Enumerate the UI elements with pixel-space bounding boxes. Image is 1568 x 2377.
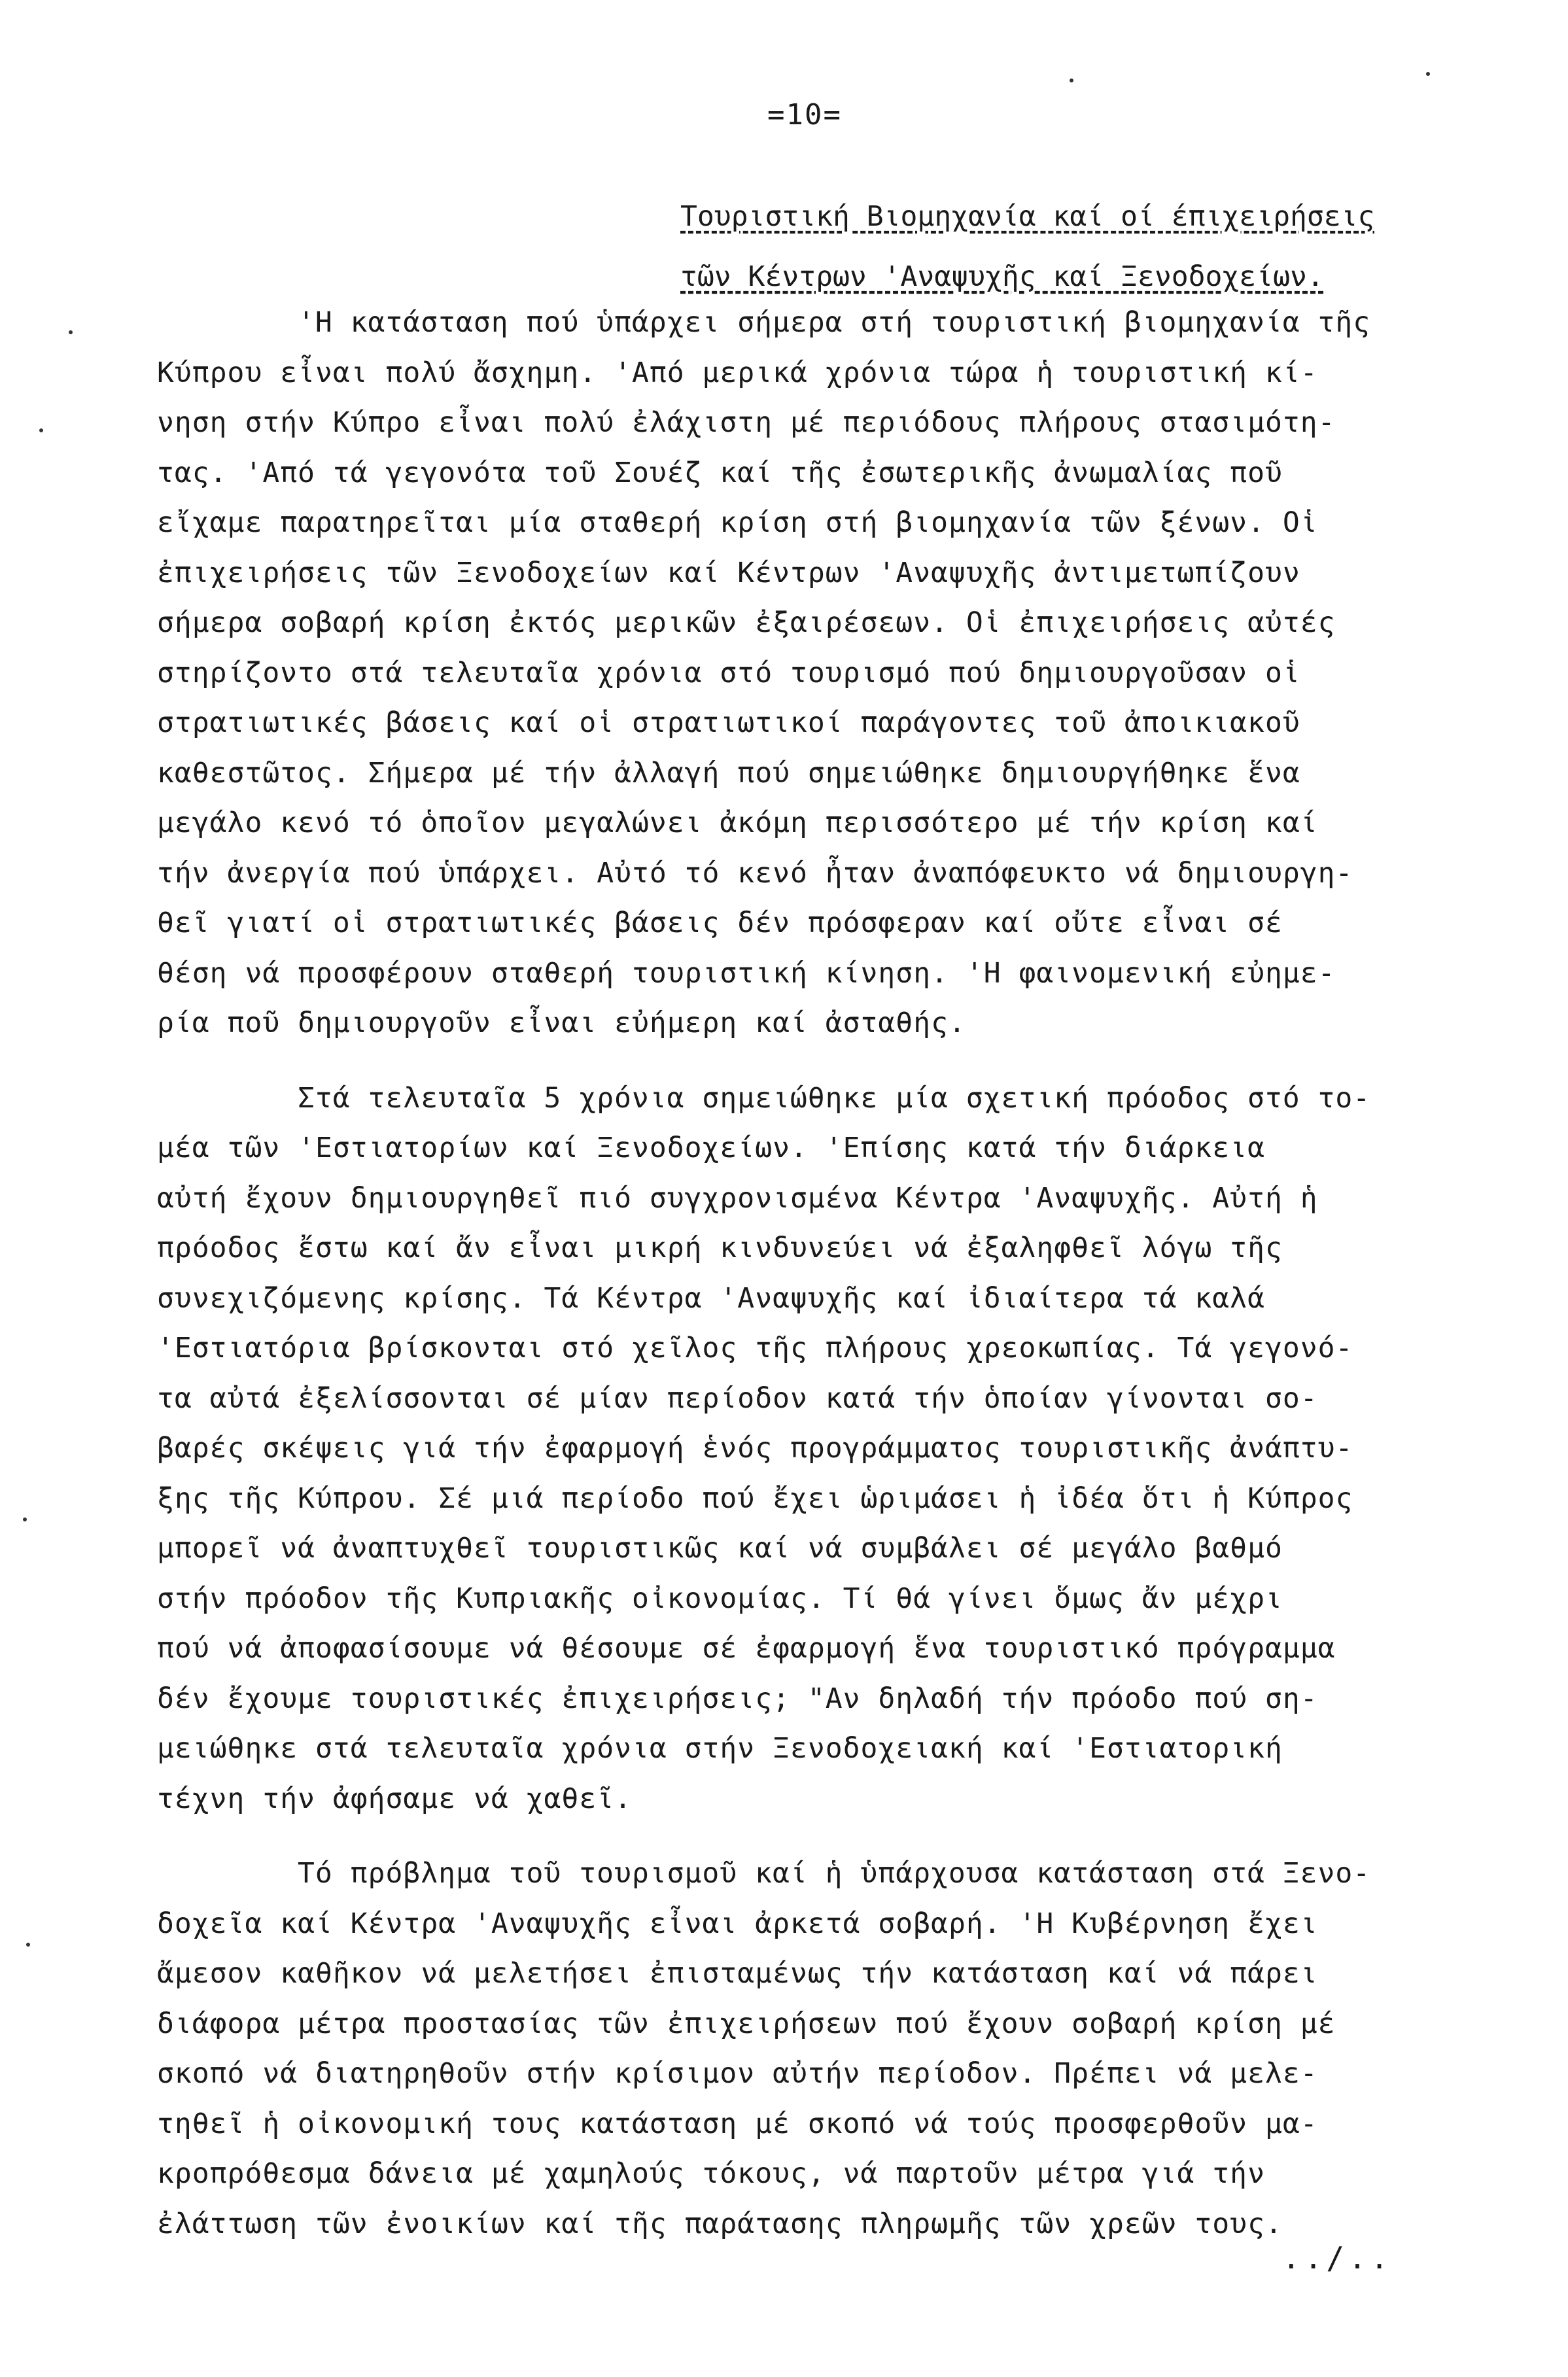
text-line: 'Εστιατόρια βρίσκονται στό χεῖλος τῆς πλήρους χρεοκωπίας. Τά γεγονό- (157, 1332, 1353, 1364)
text-line: κροπρόθεσμα δάνεια μέ χαμηλούς τόκους, νά παρτοῦν μέτρα γιά τήν (157, 2157, 1265, 2190)
scan-speck (1070, 78, 1073, 82)
text-line: Τό πρόβλημα τοῦ τουρισμοῦ καί ἡ ὑπάρχουσα κατάσταση στά Ξενο- (298, 1857, 1371, 1890)
text-line: στρατιωτικές βάσεις καί οἱ στρατιωτικοί παράγοντες τοῦ ἀποικιακοῦ (157, 706, 1300, 739)
document-body (157, 298, 1524, 2274)
text-line: σκοπό νά διατηρηθοῦν στήν κρίσιμον αὐτήν περίοδον. Πρέπει νά μελε- (157, 2057, 1318, 2090)
text-line: αὐτή ἔχουν δημιουργηθεῖ πιό συγχρονισμένα Κέντρα 'Αναψυχῆς. Αὐτή ἡ (157, 1181, 1318, 1215)
text-line: μπορεῖ νά ἀναπτυχθεῖ τουριστικῶς καί νά συμβάλει σέ μεγάλο βαθμό (157, 1532, 1283, 1565)
title-line-1: Τουριστική Βιομηχανία καί οί έπιχειρήσεις (680, 200, 1375, 233)
text-line: ἐπιχειρήσεις τῶν Ξενοδοχείων καί Κέντρων 'Αναψυχῆς ἀντιμετωπίζουν (157, 556, 1300, 589)
text-line: πρόοδος ἔστω καί ἄν εἶναι μικρή κινδυνεύει νά ἐξαληφθεῖ λόγω τῆς (157, 1232, 1283, 1264)
text-line: εἴχαμε παρατηρεῖται μία σταθερή κρίση στή βιομηχανία τῶν ξένων. Οἱ (157, 506, 1318, 539)
text-line: θέση νά προσφέρουν σταθερή τουριστική κίνηση. 'Η φαινομενική εὐημε- (157, 956, 1336, 990)
paragraph (157, 1848, 1524, 2249)
text-line: τα αὐτά ἐξελίσσονται σέ μίαν περίοδον κατά τήν ὁποίαν γίνονται σο- (157, 1381, 1318, 1415)
text-line: σήμερα σοβαρή κρίση ἐκτός μερικῶν ἐξαιρέσεων. Οἱ ἐπιχειρήσεις αὐτές (157, 606, 1336, 639)
title-line-2: τῶν Κέντρων 'Αναψυχῆς καί Ξενοδοχείων. (680, 260, 1324, 293)
text-line: θεῖ γιατί οἱ στρατιωτικές βάσεις δέν πρόσφεραν καί οὔτε εἶναι σέ (157, 907, 1283, 939)
scan-speck (69, 330, 73, 334)
scan-speck (23, 1518, 27, 1521)
text-line: μεγάλο κενό τό ὁποῖον μεγαλώνει ἀκόμη περισσότερο μέ τήν κρίση καί (157, 807, 1318, 839)
text-line: ρία ποῦ δημιουργοῦν εἶναι εὐήμερη καί ἀσταθής. (157, 1007, 966, 1039)
paragraph (157, 1073, 1524, 1824)
text-line: ξης τῆς Κύπρου. Σέ μιά περίοδο πού ἔχει ὡριμάσει ἡ ἰδέα ὅτι ἡ Κύπρος (157, 1482, 1353, 1515)
text-line: τήν ἀνεργία πού ὑπάρχει. Αὐτό τό κενό ἦταν ἀναπόφευκτο νά δημιουργη- (157, 856, 1353, 890)
paragraph (157, 298, 1524, 1049)
page-number: =10= (767, 98, 842, 131)
text-line: στήν πρόοδον τῆς Κυπριακῆς οἰκονομίας. Τί θά γίνει ὅμως ἄν μέχρι (157, 1582, 1283, 1615)
text-line: καθεστῶτος. Σήμερα μέ τήν ἀλλαγή πού σημειώθηκε δημιουργήθηκε ἕνα (157, 756, 1300, 789)
text-line: τέχνη τήν ἀφήσαμε νά χαθεῖ. (157, 1782, 632, 1815)
text-line: μέα τῶν 'Εστιατορίων καί Ξενοδοχείων. 'Επίσης κατά τήν διάρκεια (157, 1132, 1265, 1164)
text-line: Στά τελευταῖα 5 χρόνια σημειώθηκε μία σχετική πρόοδος στό το- (298, 1081, 1371, 1115)
text-line: 'Η κατάσταση πού ὑπάρχει σήμερα στή τουριστική βιομηχανία τῆς (298, 306, 1371, 339)
text-line: βαρές σκέψεις γιά τήν ἐφαρμογή ἑνός προγράμματος τουριστικῆς ἀνάπτυ- (157, 1432, 1353, 1465)
scan-speck (39, 428, 43, 432)
scan-speck (26, 1943, 30, 1947)
text-line: τας. 'Από τά γεγονότα τοῦ Σουέζ καί τῆς ἐσωτερικῆς ἀνωμαλίας ποῦ (157, 456, 1283, 489)
text-line: ἐλάττωση τῶν ἐνοικίων καί τῆς παράτασης πληρωμῆς τῶν χρεῶν τους. (157, 2207, 1283, 2240)
text-line: δοχεῖα καί Κέντρα 'Αναψυχῆς εἶναι ἀρκετά σοβαρή. 'Η Κυβέρνηση ἔχει (157, 1907, 1318, 1940)
document-title (680, 186, 1531, 307)
text-line: μειώθηκε στά τελευταῖα χρόνια στήν Ξενοδοχειακή καί 'Εστιατορική (157, 1732, 1283, 1765)
text-line: πού νά ἀποφασίσουμε νά θέσουμε σέ ἐφαρμογή ἕνα τουριστικό πρόγραμμα (157, 1632, 1336, 1665)
text-line: στηρίζοντο στά τελευταῖα χρόνια στό τουρισμό πού δημιουργοῦσαν οἱ (157, 656, 1300, 689)
text-line: συνεχιζόμενης κρίσης. Τά Κέντρα 'Αναψυχῆς καί ἰδιαίτερα τά καλά (157, 1281, 1265, 1315)
text-line: νηση στήν Κύπρο εἶναι πολύ ἐλάχιστη μέ περιόδους πλήρους στασιμότη- (157, 406, 1336, 439)
continuation-mark: ../.. (1282, 2240, 1393, 2276)
text-line: ἄμεσον καθῆκον νά μελετήσει ἐπισταμένως τήν κατάσταση καί νά πάρει (157, 1957, 1318, 1990)
text-line: Κύπρου εἶναι πολύ ἄσχημη. 'Από μερικά χρόνια τώρα ἡ τουριστική κί- (157, 356, 1318, 389)
text-line: διάφορα μέτρα προστασίας τῶν ἐπιχειρήσεων πού ἔχουν σοβαρή κρίση μέ (157, 2007, 1336, 2040)
text-line: τηθεῖ ἡ οἰκονομική τους κατάσταση μέ σκοπό νά τούς προσφερθοῦν μα- (157, 2107, 1318, 2140)
scan-speck (1426, 72, 1430, 76)
text-line: δέν ἔχουμε τουριστικές ἐπιχειρήσεις; "Αν δηλαδή τήν πρόοδο πού ση- (157, 1682, 1318, 1715)
